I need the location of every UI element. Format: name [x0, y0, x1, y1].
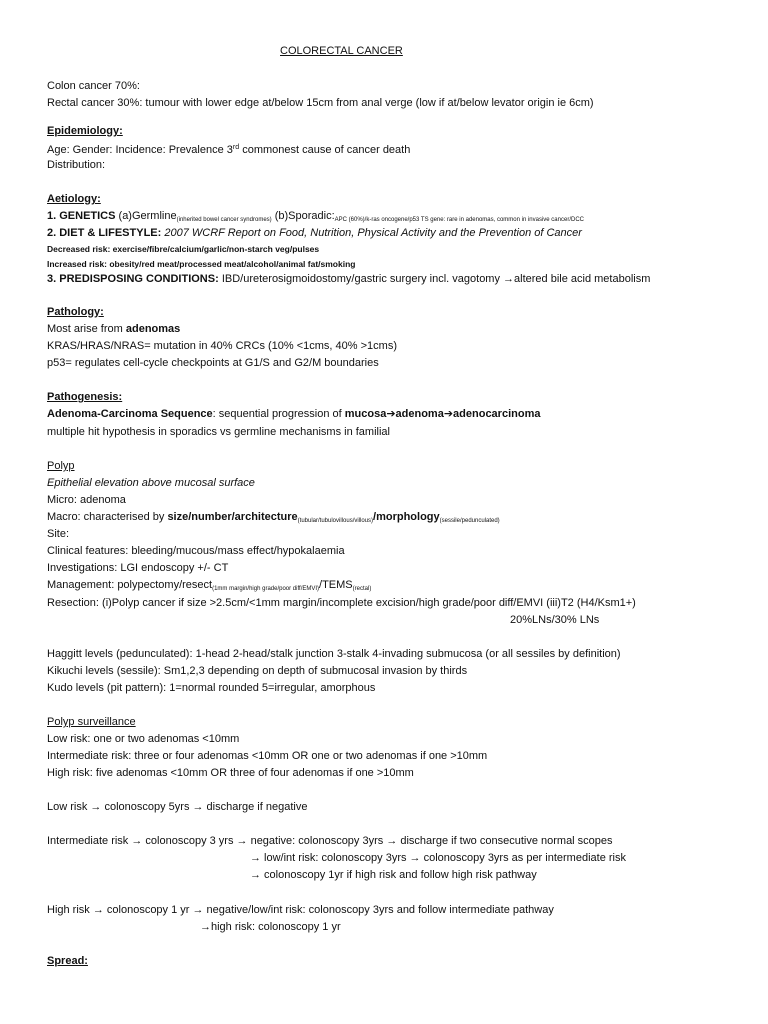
adenoma-carcinoma-line: Adenoma-Carcinoma Sequence: sequential progression of mucosa➔adenoma➔adenocarcinoma	[47, 408, 541, 420]
distribution-line: Distribution:	[47, 159, 106, 171]
diet-line: 2. DIET & LIFESTYLE: 2007 WCRF Report on Food, Nutrition, Physical Activity and the Prevention of Cancer	[47, 227, 582, 239]
epidemiology-line: Age: Gender: Incidence: Prevalence 3rd commonest cause of cancer death	[47, 144, 411, 156]
polyp-definition: Epithelial elevation above mucosal surface	[47, 477, 255, 489]
rectal-cancer-line: Rectal cancer 30%: tumour with lower edge at/below 15cm from anal verge (low if at/below levator origin ie 6cm)	[47, 97, 594, 109]
kikuchi-levels: Kikuchi levels (sessile): Sm1,2,3 depending on depth of submucosal invasion by thirds	[47, 665, 468, 677]
aetiology-heading: Aetiology:	[47, 193, 101, 205]
polyp-investigations: Investigations: LGI endoscopy +/- CT	[47, 562, 229, 574]
multiple-hit-line: multiple hit hypothesis in sporadics vs germline mechanisms in familial	[47, 426, 390, 438]
surveillance-intermediate: Intermediate risk: three or four adenomas <10mm OR one or two adenomas if one >10mm	[47, 750, 488, 762]
surveillance-low: Low risk: one or two adenomas <10mm	[47, 733, 240, 745]
genetics-line: 1. GENETICS (a)Germline$_{(inherited bowel cancer syndromes)}$ $(b)Sporadic:_{APC (60\%)/k-ras oncogene/p53 TS gene: rare in adenomas, common in invasive cancer/DCC}$	[47, 210, 584, 223]
polyp-clinical: Clinical features: bleeding/mucous/mass effect/hypokalaemia	[47, 545, 345, 557]
predisposing-line: 3. PREDISPOSING CONDITIONS: IBD/ureterosigmoidostomy/gastric surgery incl. vagotomy →altered bile acid metabolism	[47, 273, 651, 285]
pathology-p53-line: p53= regulates cell-cycle checkpoints at G1/S and G2/M boundaries	[47, 357, 379, 369]
pathogenesis-heading: Pathogenesis:	[47, 391, 123, 403]
decreased-risk-line: Decreased risk: exercise/fibre/calcium/garlic/non-starch veg/pulses	[47, 244, 320, 254]
polyp-heading: Polyp	[47, 460, 75, 472]
polyp-resection: Resection: (i)Polyp cancer if size >2.5cm/<1mm margin/incomplete excision/high grade/poor diff/EMVI (iii)T2 (H4/Ksm1+)	[47, 597, 636, 609]
polyp-micro: Micro: adenoma	[47, 494, 126, 506]
high-risk-pathway-2: →high risk: colonoscopy 1 yr	[200, 921, 341, 933]
polyp-macro: Macro: characterised by size/number/architecture$_{(tubular/tubulovillous/villous)}$/morphology$_{(sessile/pedunculated)}$	[47, 511, 500, 524]
pathology-heading: Pathology:	[47, 306, 104, 318]
intermediate-risk-pathway-1: Intermediate risk → colonoscopy 3 yrs → negative: colonoscopy 3yrs → discharge if two consecutive normal scopes	[47, 835, 613, 847]
document-title: COLORECTAL CANCER	[280, 45, 403, 57]
haggitt-levels: Haggitt levels (pedunculated): 1-head 2-head/stalk junction 3-stalk 4-invading submucosa (or all sessiles by definition)	[47, 648, 621, 660]
pathology-adenomas-line: Most arise from adenomas	[47, 323, 181, 335]
epidemiology-heading: Epidemiology:	[47, 125, 123, 137]
pathology-kras-line: KRAS/HRAS/NRAS= mutation in 40% CRCs (10% <1cms, 40% >1cms)	[47, 340, 397, 352]
intermediate-risk-pathway-3: → colonoscopy 1yr if high risk and follow high risk pathway	[250, 869, 537, 881]
increased-risk-line: Increased risk: obesity/red meat/processed meat/alcohol/animal fat/smoking	[47, 259, 356, 269]
surveillance-heading: Polyp surveillance	[47, 716, 136, 728]
polyp-site: Site:	[47, 528, 70, 540]
intermediate-risk-pathway-2: → low/int risk: colonoscopy 3yrs → colonoscopy 3yrs as per intermediate risk	[250, 852, 626, 864]
kudo-levels: Kudo levels (pit pattern): 1=normal rounded 5=irregular, amorphous	[47, 682, 376, 694]
high-risk-pathway-1: High risk → colonoscopy 1 yr → negative/low/int risk: colonoscopy 3yrs and follow intermediate pathway	[47, 904, 554, 916]
colon-cancer-line: Colon cancer 70%:	[47, 80, 140, 92]
low-risk-pathway: Low risk → colonoscopy 5yrs → discharge if negative	[47, 801, 308, 813]
surveillance-high: High risk: five adenomas <10mm OR three of four adenomas if one >10mm	[47, 767, 414, 779]
spread-heading: Spread:	[47, 955, 88, 967]
polyp-resection-percent: 20%LNs/30% LNs	[510, 614, 600, 626]
polyp-management: Management: polypectomy/$resect_{(1mm margin/high grade/poor diff/EMVI)}/TEMS_{(rectal)}$	[47, 579, 372, 592]
